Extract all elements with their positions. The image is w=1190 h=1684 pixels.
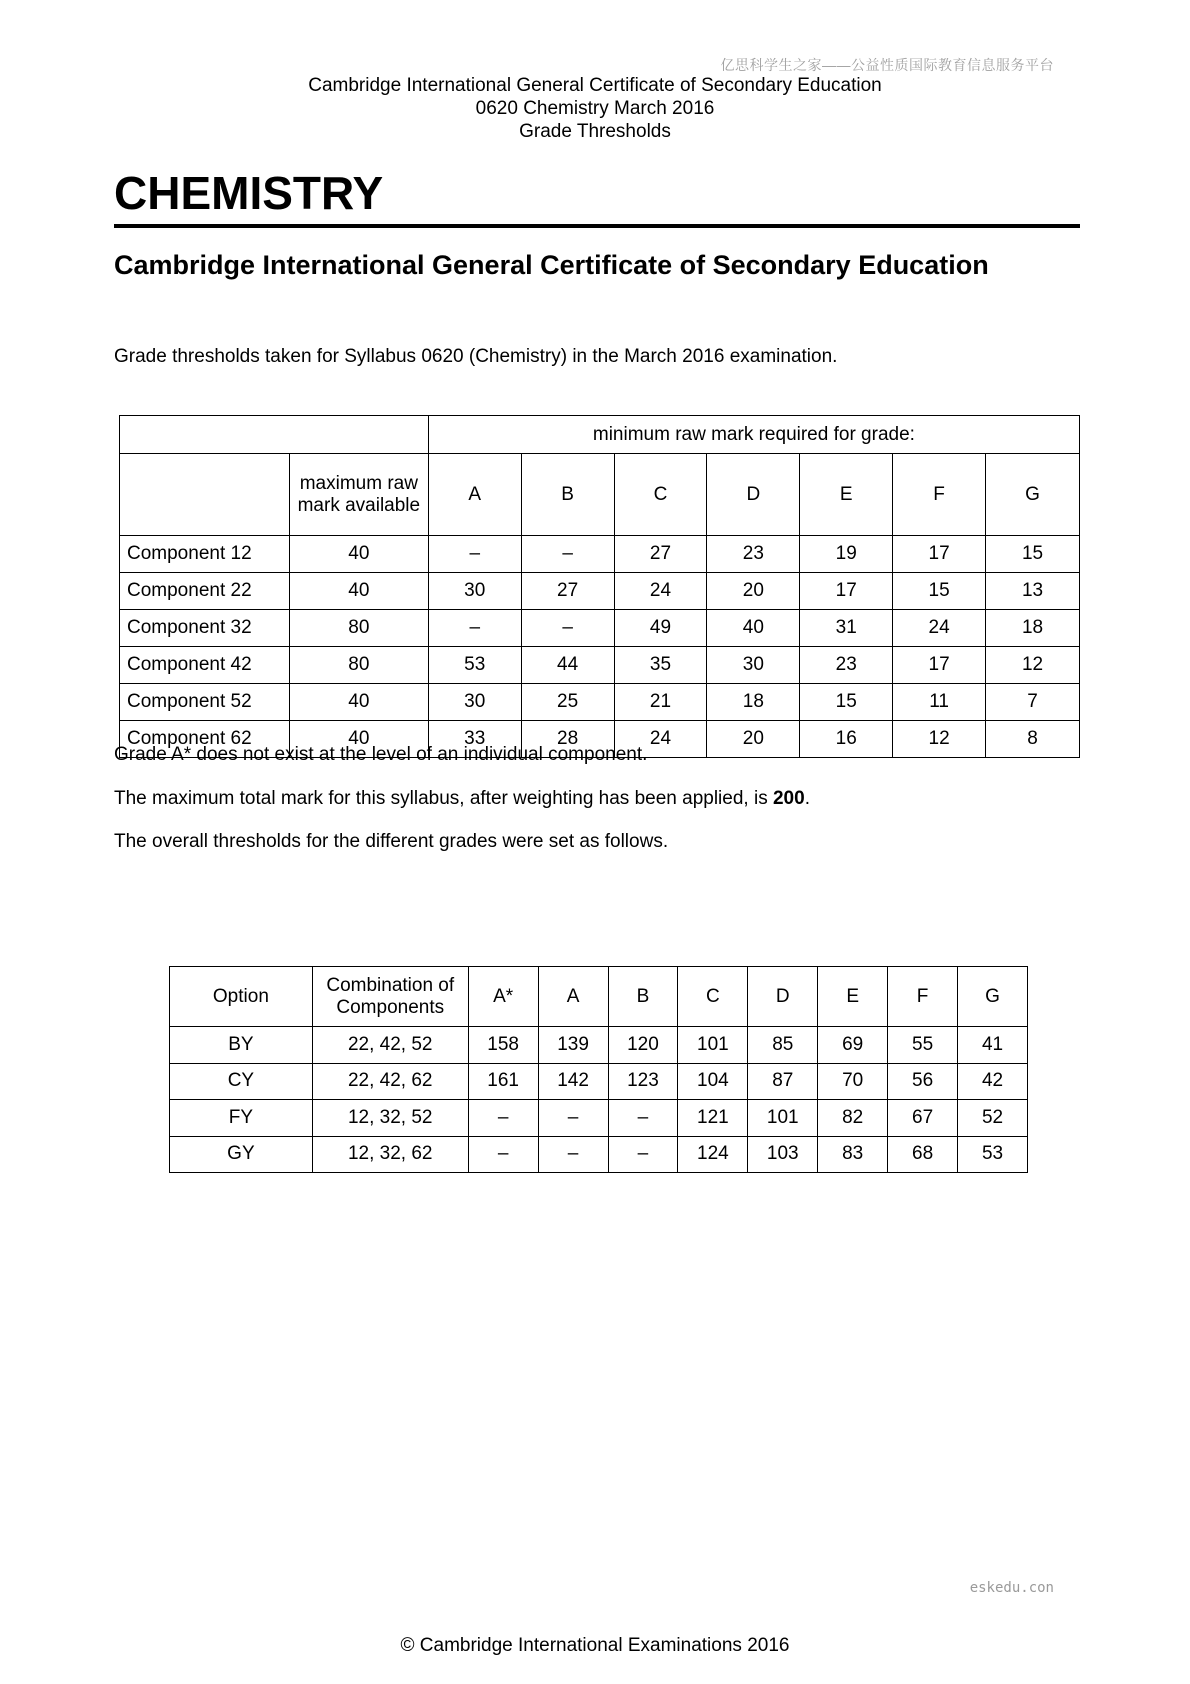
intro-text: Grade thresholds taken for Syllabus 0620 (Chemistry) in the March 2016 examination.	[114, 346, 838, 367]
threshold-cell: 30	[428, 684, 521, 721]
astar-note: Grade A* does not exist at the level of an individual component.	[114, 744, 648, 765]
table-header-row	[170, 967, 1028, 1027]
threshold-cell: 42	[958, 1063, 1028, 1100]
threshold-cell: 11	[893, 684, 986, 721]
threshold-cell: –	[468, 1100, 538, 1137]
threshold-cell: –	[428, 536, 521, 573]
threshold-cell: 24	[614, 721, 707, 758]
header-line-1: Cambridge International General Certificate of Secondary Education	[308, 75, 882, 96]
threshold-cell: 161	[468, 1063, 538, 1100]
threshold-cell: 85	[748, 1027, 818, 1064]
component-label: Component 42	[120, 647, 290, 684]
threshold-cell: 30	[707, 647, 800, 684]
component-label: Component 52	[120, 684, 290, 721]
title-divider	[114, 224, 1080, 228]
threshold-cell: 13	[986, 573, 1080, 610]
option-cell: BY	[170, 1027, 313, 1064]
max-total-value: 200	[772, 788, 805, 809]
threshold-cell: 25	[521, 684, 614, 721]
threshold-cell: 69	[818, 1027, 888, 1064]
threshold-cell: 124	[678, 1136, 748, 1173]
copyright-text: © Cambridge International Examinations 2016	[400, 1635, 790, 1656]
threshold-cell: 53	[428, 647, 521, 684]
grade-header-cell: B	[608, 967, 678, 1027]
max-mark-cell: 40	[289, 721, 428, 758]
combination-cell: 22, 42, 52	[312, 1027, 468, 1064]
threshold-cell: 83	[818, 1136, 888, 1173]
threshold-cell: –	[521, 610, 614, 647]
threshold-cell: 40	[707, 610, 800, 647]
combination-cell: 12, 32, 62	[312, 1136, 468, 1173]
grade-header-cell: E	[800, 454, 893, 536]
combination-header: Combination of Components	[312, 967, 468, 1027]
threshold-cell: 56	[888, 1063, 958, 1100]
table-row	[120, 573, 1080, 610]
threshold-cell: 17	[893, 536, 986, 573]
max-mark-cell: 80	[289, 610, 428, 647]
threshold-cell: 68	[888, 1136, 958, 1173]
threshold-cell: 12	[893, 721, 986, 758]
table-row	[120, 647, 1080, 684]
document-header	[0, 74, 1190, 143]
grade-header-cell: D	[748, 967, 818, 1027]
max-mark-cell: 40	[289, 536, 428, 573]
threshold-cell: 67	[888, 1100, 958, 1137]
grade-header-cell: C	[614, 454, 707, 536]
grade-header-cell: A	[428, 454, 521, 536]
threshold-cell: 103	[748, 1136, 818, 1173]
threshold-cell: –	[538, 1136, 608, 1173]
table-row	[170, 1136, 1028, 1173]
grade-header-cell: E	[818, 967, 888, 1027]
threshold-cell: 30	[428, 573, 521, 610]
threshold-cell: 121	[678, 1100, 748, 1137]
table-row	[120, 610, 1080, 647]
threshold-cell: 18	[986, 610, 1080, 647]
overall-note: The overall thresholds for the different grades were set as follows.	[114, 831, 669, 852]
max-mark-cell: 40	[289, 684, 428, 721]
threshold-cell: –	[608, 1100, 678, 1137]
threshold-cell: 8	[986, 721, 1080, 758]
grade-header-cell: B	[521, 454, 614, 536]
table-row	[170, 1100, 1028, 1137]
grade-header-cell: G	[958, 967, 1028, 1027]
grade-header-cell: F	[888, 967, 958, 1027]
threshold-cell: 17	[893, 647, 986, 684]
threshold-cell: 41	[958, 1027, 1028, 1064]
threshold-cell: –	[608, 1136, 678, 1173]
threshold-cell: 33	[428, 721, 521, 758]
threshold-cell: 31	[800, 610, 893, 647]
max-total-note	[114, 788, 810, 810]
overall-thresholds-table	[169, 966, 1028, 1173]
max-mark-cell: 80	[289, 647, 428, 684]
max-mark-header: maximum raw mark available	[289, 454, 428, 536]
threshold-cell: 20	[707, 573, 800, 610]
option-cell: CY	[170, 1063, 313, 1100]
threshold-cell: 35	[614, 647, 707, 684]
threshold-cell: 27	[521, 573, 614, 610]
threshold-cell: 18	[707, 684, 800, 721]
footer-watermark: eskedu.con	[969, 1580, 1054, 1596]
threshold-cell: 19	[800, 536, 893, 573]
table-row	[120, 684, 1080, 721]
threshold-cell: 142	[538, 1063, 608, 1100]
grade-header-cell: C	[678, 967, 748, 1027]
threshold-cell: 23	[800, 647, 893, 684]
threshold-cell: –	[468, 1136, 538, 1173]
threshold-cell: 70	[818, 1063, 888, 1100]
threshold-cell: 53	[958, 1136, 1028, 1173]
component-thresholds-table	[119, 415, 1080, 758]
table-header-row	[120, 416, 1080, 454]
threshold-cell: 44	[521, 647, 614, 684]
option-cell: GY	[170, 1136, 313, 1173]
threshold-cell: 55	[888, 1027, 958, 1064]
grade-header-cell: F	[893, 454, 986, 536]
table-row	[120, 536, 1080, 573]
watermark-text: 亿思科学生之家——公益性质国际教育信息服务平台	[720, 57, 1054, 73]
option-header: Option	[170, 967, 313, 1027]
threshold-cell: 12	[986, 647, 1080, 684]
component-label: Component 62	[120, 721, 290, 758]
max-total-suffix: .	[804, 788, 810, 809]
threshold-cell: 52	[958, 1100, 1028, 1137]
grade-header-cell: G	[986, 454, 1080, 536]
max-mark-cell: 40	[289, 573, 428, 610]
threshold-cell: 7	[986, 684, 1080, 721]
threshold-cell: 120	[608, 1027, 678, 1064]
page-subtitle: Cambridge International General Certificate of Secondary Education	[114, 250, 989, 280]
threshold-cell: 28	[521, 721, 614, 758]
component-label: Component 12	[120, 536, 290, 573]
threshold-cell: 101	[748, 1100, 818, 1137]
threshold-cell: 15	[986, 536, 1080, 573]
threshold-cell: 21	[614, 684, 707, 721]
threshold-cell: 158	[468, 1027, 538, 1064]
threshold-cell: 123	[608, 1063, 678, 1100]
max-total-prefix: The maximum total mark for this syllabus, after weighting has been applied, is	[114, 788, 773, 809]
threshold-cell: 23	[707, 536, 800, 573]
threshold-cell: 104	[678, 1063, 748, 1100]
threshold-cell: –	[538, 1100, 608, 1137]
threshold-cell: 27	[614, 536, 707, 573]
threshold-cell: 139	[538, 1027, 608, 1064]
threshold-cell: –	[428, 610, 521, 647]
table-row	[170, 1063, 1028, 1100]
table-header-row	[120, 454, 1080, 536]
table-row	[170, 1027, 1028, 1064]
threshold-cell: 20	[707, 721, 800, 758]
blank-header-cell	[120, 454, 290, 536]
threshold-cell: 16	[800, 721, 893, 758]
blank-header-cell	[120, 416, 429, 454]
grade-header-cell: D	[707, 454, 800, 536]
grade-header-cell: A	[538, 967, 608, 1027]
threshold-cell: 87	[748, 1063, 818, 1100]
combination-cell: 22, 42, 62	[312, 1063, 468, 1100]
threshold-cell: 82	[818, 1100, 888, 1137]
threshold-cell: 49	[614, 610, 707, 647]
threshold-cell: 17	[800, 573, 893, 610]
threshold-cell: 24	[614, 573, 707, 610]
threshold-cell: 15	[800, 684, 893, 721]
threshold-cell: 24	[893, 610, 986, 647]
page-title: CHEMISTRY	[114, 167, 384, 219]
component-label: Component 22	[120, 573, 290, 610]
grade-header-cell: A*	[468, 967, 538, 1027]
threshold-cell: 101	[678, 1027, 748, 1064]
header-line-3: Grade Thresholds	[519, 121, 671, 142]
combination-cell: 12, 32, 52	[312, 1100, 468, 1137]
component-label: Component 32	[120, 610, 290, 647]
header-line-2: 0620 Chemistry March 2016	[475, 98, 715, 119]
threshold-cell: –	[521, 536, 614, 573]
grade-span-header: minimum raw mark required for grade:	[428, 416, 1079, 454]
threshold-cell: 15	[893, 573, 986, 610]
option-cell: FY	[170, 1100, 313, 1137]
